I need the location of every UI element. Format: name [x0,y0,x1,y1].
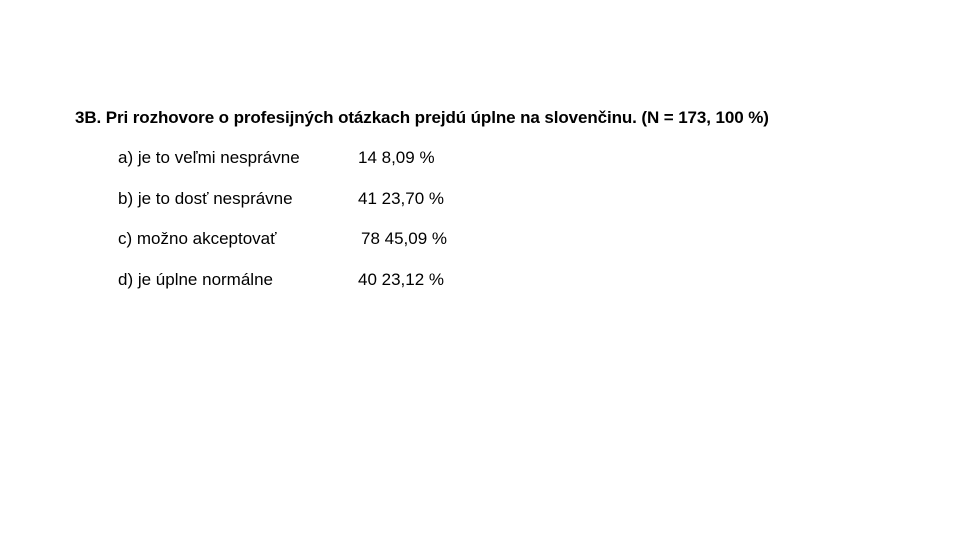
answer-value: 78 45,09 % [361,229,448,248]
answer-label: b) je to dosť nesprávne [118,188,293,208]
answer-value: 41 23,70 % [358,188,445,208]
question-text: 3B. Pri rozhovore o profesijných otázkach prejdú úplne na slovenčinu. (N = 173, 100 %) [75,108,769,127]
answer-value: 14 8,09 % [358,148,435,167]
answer-label: c) možno akceptovať [118,229,277,248]
answer-value: 40 23,12 % [358,269,445,289]
answer-label: a) je to veľmi nesprávne [118,148,300,167]
answer-label: d) je úplne normálne [118,269,273,289]
